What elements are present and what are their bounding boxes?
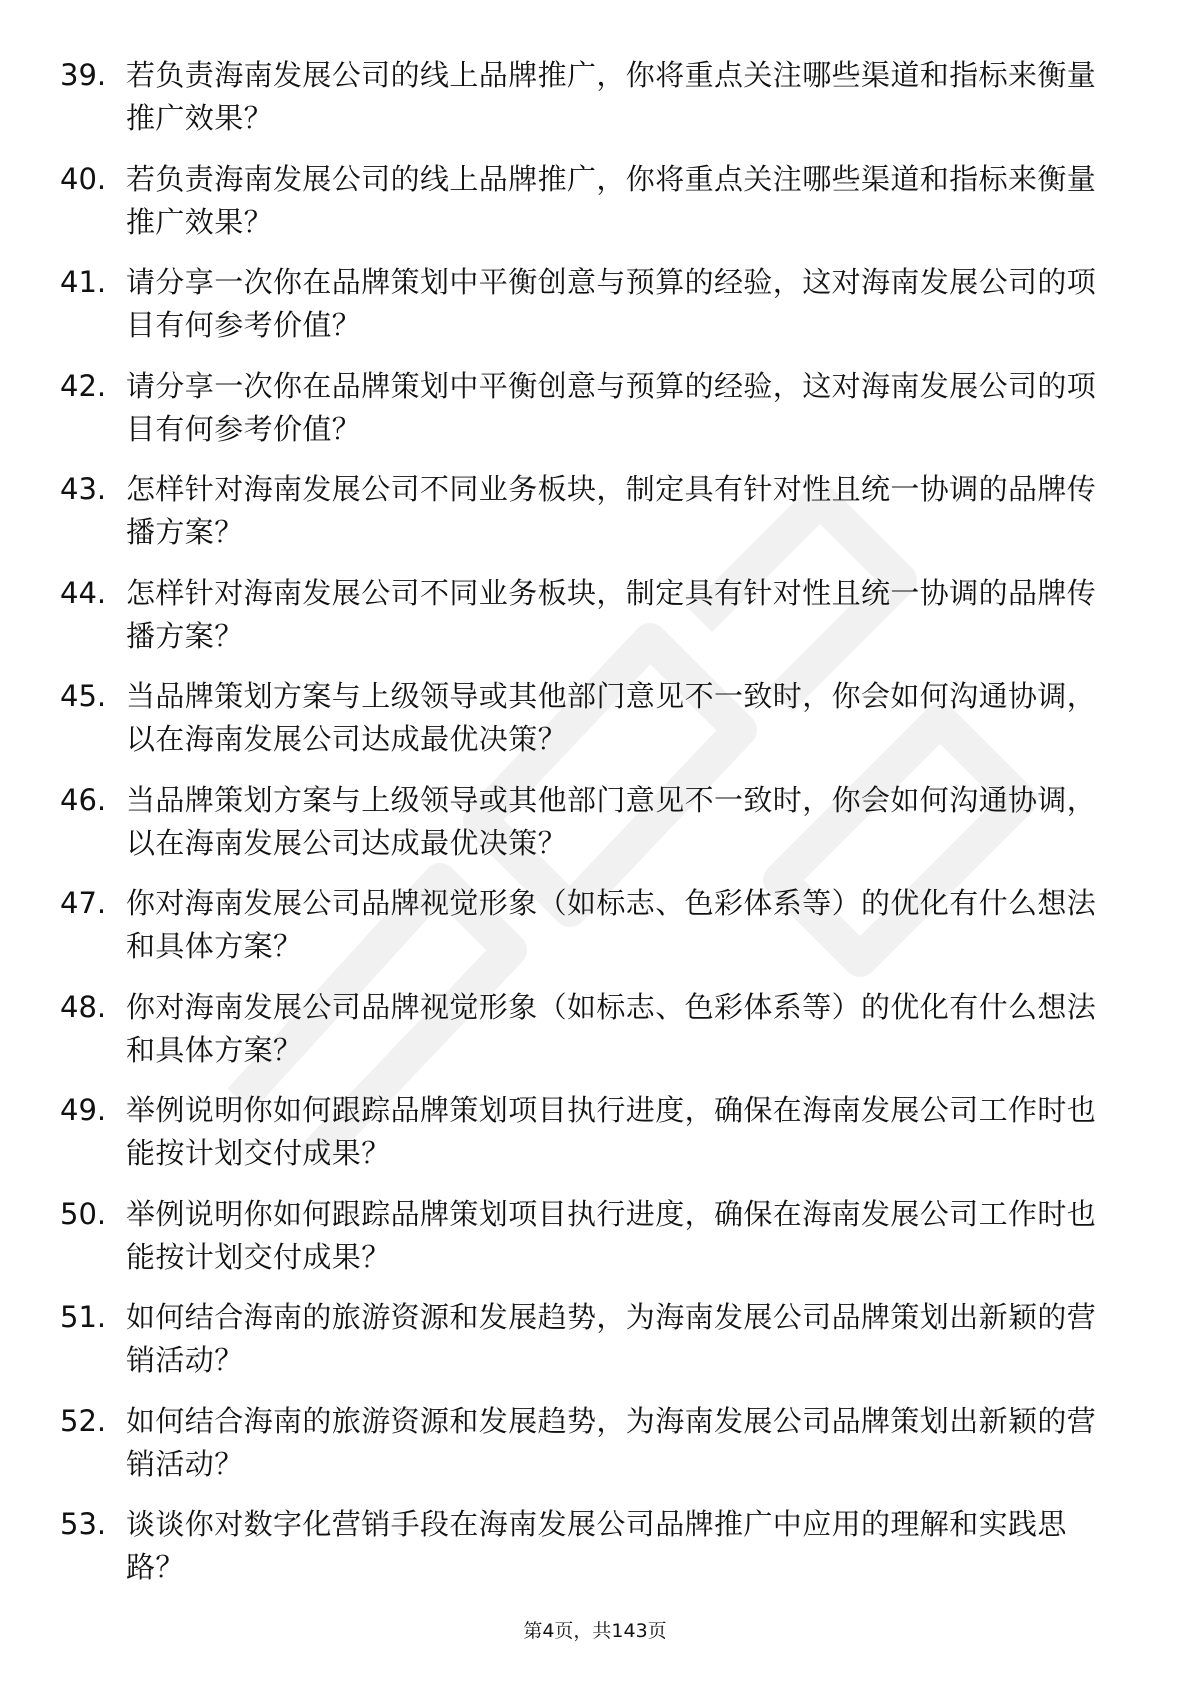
list-item bbox=[60, 1503, 1120, 1607]
question-list bbox=[60, 54, 1120, 1607]
list-item bbox=[60, 365, 1120, 469]
question-number: 50. bbox=[60, 1196, 107, 1231]
question-text: 请分享一次你在品牌策划中平衡创意与预算的经验，这对海南发展公司的项目有何参考价值？ bbox=[126, 368, 1097, 446]
question-number: 41. bbox=[60, 265, 107, 299]
question-number: 45. bbox=[60, 679, 107, 713]
list-item bbox=[60, 1296, 1120, 1400]
question-number: 52. bbox=[60, 1403, 107, 1438]
list-item bbox=[60, 675, 1120, 779]
list-item bbox=[60, 1089, 1120, 1193]
question-number: 49. bbox=[60, 1093, 107, 1127]
question-text: 如何结合海南的旅游资源和发展趋势，为海南发展公司品牌策划出新颖的营销活动？ bbox=[126, 1300, 1097, 1377]
question-text: 当品牌策划方案与上级领导或其他部门意见不一致时，你会如何沟通协调，以在海南发展公司达成最优决策？ bbox=[126, 679, 1097, 756]
list-item bbox=[60, 261, 1120, 365]
list-item bbox=[60, 1400, 1120, 1504]
question-text: 怎样针对海南发展公司不同业务板块，制定具有针对性且统一协调的品牌传播方案？ bbox=[126, 472, 1097, 549]
question-number: 48. bbox=[60, 989, 107, 1024]
list-item bbox=[60, 54, 1120, 158]
question-text: 你对海南发展公司品牌视觉形象（如标志、色彩体系等）的优化有什么想法和具体方案？ bbox=[126, 989, 1097, 1067]
page-footer: 第4页，共143页 bbox=[523, 1620, 667, 1642]
question-text: 举例说明你如何跟踪品牌策划项目执行进度，确保在海南发展公司工作时也能按计划交付成果？ bbox=[126, 1196, 1097, 1274]
question-text: 若负责海南发展公司的线上品牌推广，你将重点关注哪些渠道和指标来衡量推广效果？ bbox=[126, 58, 1097, 135]
question-text: 当品牌策划方案与上级领导或其他部门意见不一致时，你会如何沟通协调，以在海南发展公司达成最优决策？ bbox=[126, 782, 1097, 860]
question-text: 你对海南发展公司品牌视觉形象（如标志、色彩体系等）的优化有什么想法和具体方案？ bbox=[126, 886, 1097, 963]
question-number: 46. bbox=[60, 782, 107, 817]
question-number: 53. bbox=[60, 1507, 107, 1541]
question-text: 如何结合海南的旅游资源和发展趋势，为海南发展公司品牌策划出新颖的营销活动？ bbox=[126, 1403, 1097, 1481]
list-item bbox=[60, 468, 1120, 572]
question-number: 51. bbox=[60, 1300, 107, 1334]
question-number: 44. bbox=[60, 575, 107, 610]
question-number: 47. bbox=[60, 886, 107, 920]
question-number: 39. bbox=[60, 58, 107, 92]
question-number: 40. bbox=[60, 161, 107, 196]
list-item bbox=[60, 986, 1120, 1090]
list-item bbox=[60, 158, 1120, 262]
question-text: 怎样针对海南发展公司不同业务板块，制定具有针对性且统一协调的品牌传播方案？ bbox=[126, 575, 1097, 653]
list-item bbox=[60, 882, 1120, 986]
question-number: 42. bbox=[60, 368, 107, 403]
question-number: 43. bbox=[60, 472, 107, 506]
question-text: 举例说明你如何跟踪品牌策划项目执行进度，确保在海南发展公司工作时也能按计划交付成果？ bbox=[126, 1093, 1097, 1170]
question-text: 若负责海南发展公司的线上品牌推广，你将重点关注哪些渠道和指标来衡量推广效果？ bbox=[126, 161, 1097, 239]
list-item bbox=[60, 572, 1120, 676]
list-item bbox=[60, 779, 1120, 883]
question-text: 请分享一次你在品牌策划中平衡创意与预算的经验，这对海南发展公司的项目有何参考价值？ bbox=[126, 265, 1097, 342]
question-text: 谈谈你对数字化营销手段在海南发展公司品牌推广中应用的理解和实践思路？ bbox=[126, 1507, 1067, 1584]
list-item bbox=[60, 1193, 1120, 1297]
